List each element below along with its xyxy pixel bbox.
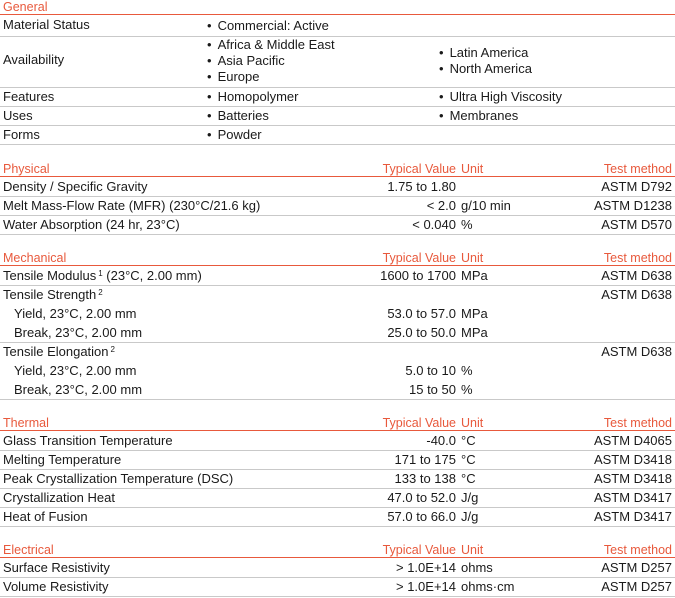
property-unit: %	[461, 363, 473, 378]
property-label: Yield, 23°C, 2.00 mm	[14, 363, 137, 378]
property-label: Density / Specific Gravity	[3, 179, 148, 194]
property-method: ASTM D638	[601, 287, 672, 302]
unit-header: Unit	[461, 543, 484, 557]
material-status-values	[207, 18, 329, 34]
property-value: < 2.0	[426, 198, 456, 213]
features-label: Features	[3, 89, 55, 104]
typical-value-header: Typical Value	[382, 543, 456, 557]
property-unit: g/10 min	[461, 198, 511, 213]
unit-header: Unit	[461, 162, 484, 176]
property-unit: °C	[461, 433, 476, 448]
availability-label: Availability	[3, 52, 65, 67]
property-label: Yield, 23°C, 2.00 mm	[14, 306, 137, 321]
property-value: 1600 to 1700	[380, 268, 456, 283]
list-item: • Batteries	[207, 108, 269, 124]
property-method: ASTM D3418	[593, 452, 672, 467]
section-title: General	[3, 0, 48, 14]
property-unit: °C	[461, 471, 476, 486]
divider	[0, 36, 675, 37]
unit-header: Unit	[461, 416, 484, 430]
property-value: 53.0 to 57.0	[387, 306, 456, 321]
forms-label: Forms	[3, 127, 40, 142]
property-unit: MPa	[461, 325, 488, 340]
footnote-marker: 2	[110, 345, 115, 354]
property-row	[0, 197, 675, 216]
property-unit: MPa	[461, 268, 488, 283]
property-method: ASTM D1238	[593, 198, 672, 213]
uses-label: Uses	[3, 108, 33, 123]
divider	[0, 144, 675, 145]
property-value: > 1.0E+14	[396, 560, 456, 575]
property-value: 25.0 to 50.0	[387, 325, 456, 340]
list-item: • North America	[439, 61, 532, 77]
property-value: > 1.0E+14	[396, 579, 456, 594]
typical-value-header: Typical Value	[382, 162, 456, 176]
property-method: ASTM D3418	[593, 471, 672, 486]
test-method-header: Test method	[603, 251, 672, 265]
label-text: Tensile Strength	[3, 287, 97, 302]
property-unit: ohms·cm	[461, 579, 515, 594]
property-row	[0, 381, 675, 400]
property-value: 133 to 138	[394, 471, 456, 486]
property-label: Melting Temperature	[3, 452, 122, 467]
typical-value-header: Typical Value	[382, 416, 456, 430]
list-item: • Membranes	[439, 108, 518, 124]
label-text: Tensile Modulus	[3, 268, 97, 283]
property-row	[0, 343, 675, 362]
divider	[0, 125, 675, 126]
test-method-header: Test method	[603, 416, 672, 430]
property-value: -40.0	[426, 433, 456, 448]
property-unit: J/g	[461, 490, 479, 505]
property-method: ASTM D4065	[593, 433, 672, 448]
property-method: ASTM D638	[601, 268, 672, 283]
property-row	[0, 470, 675, 489]
material-status-label: Material Status	[3, 17, 90, 32]
label-text: Tensile Elongation	[3, 344, 109, 359]
divider	[0, 87, 675, 88]
property-unit: ohms	[461, 560, 493, 575]
property-label: Glass Transition Temperature	[3, 433, 173, 448]
footnote-marker: 1	[98, 269, 103, 278]
list-item: • Powder	[207, 127, 262, 143]
property-label: Water Absorption (24 hr, 23°C)	[3, 217, 180, 232]
section-header-thermal	[0, 416, 675, 431]
property-unit: %	[461, 217, 473, 232]
section-header-mechanical	[0, 251, 675, 266]
typical-value-header: Typical Value	[382, 251, 456, 265]
list-item: • Ultra High Viscosity	[439, 89, 562, 105]
property-method: ASTM D257	[601, 560, 672, 575]
property-row	[0, 578, 675, 597]
property-row	[0, 559, 675, 578]
divider	[0, 106, 675, 107]
property-row	[0, 362, 675, 381]
features-col2	[439, 89, 562, 105]
property-label: Heat of Fusion	[3, 509, 88, 524]
availability-col2	[439, 45, 532, 77]
property-row	[0, 451, 675, 470]
list-item: • Homopolymer	[207, 89, 298, 105]
property-label	[3, 286, 103, 304]
unit-header: Unit	[461, 251, 484, 265]
section-title: Electrical	[3, 543, 54, 557]
property-value: 1.75 to 1.80	[387, 179, 456, 194]
property-label: Crystallization Heat	[3, 490, 115, 505]
list-item: • Europe	[207, 69, 335, 85]
property-method: ASTM D3417	[593, 490, 672, 505]
property-method: ASTM D792	[601, 179, 672, 194]
property-label: Peak Crystallization Temperature (DSC)	[3, 471, 234, 486]
property-label: Volume Resistivity	[3, 579, 109, 594]
property-row	[0, 305, 675, 324]
property-row	[0, 286, 675, 305]
test-method-header: Test method	[603, 543, 672, 557]
property-row	[0, 178, 675, 197]
section-header-general	[0, 0, 675, 15]
features-col1	[207, 89, 298, 105]
property-value: < 0.040	[412, 217, 456, 232]
property-method: ASTM D638	[601, 344, 672, 359]
property-label	[3, 343, 115, 361]
property-row	[0, 267, 675, 286]
property-method: ASTM D257	[601, 579, 672, 594]
property-row	[0, 508, 675, 527]
property-method: ASTM D3417	[593, 509, 672, 524]
property-label: Break, 23°C, 2.00 mm	[14, 325, 143, 340]
property-value: 5.0 to 10	[405, 363, 456, 378]
availability-col1	[207, 37, 335, 85]
property-unit: °C	[461, 452, 476, 467]
property-unit: %	[461, 382, 473, 397]
list-item: • Commercial: Active	[207, 18, 329, 34]
property-row	[0, 489, 675, 508]
section-title: Mechanical	[3, 251, 67, 265]
property-value: 171 to 175	[394, 452, 456, 467]
test-method-header: Test method	[603, 162, 672, 176]
footnote-marker: 2	[98, 288, 103, 297]
list-item: • Africa & Middle East	[207, 37, 335, 53]
section-title: Thermal	[3, 416, 49, 430]
property-label	[3, 267, 202, 285]
list-item: • Latin America	[439, 45, 532, 61]
property-label: Break, 23°C, 2.00 mm	[14, 382, 143, 397]
section-title: Physical	[3, 162, 50, 176]
property-value: 57.0 to 66.0	[387, 509, 456, 524]
property-value: 15 to 50	[409, 382, 456, 397]
section-header-physical	[0, 162, 675, 177]
forms-col1	[207, 127, 262, 143]
list-item: • Asia Pacific	[207, 53, 335, 69]
uses-col1	[207, 108, 269, 124]
label-suffix: (23°C, 2.00 mm)	[102, 268, 202, 283]
uses-col2	[439, 108, 518, 124]
property-value: 47.0 to 52.0	[387, 490, 456, 505]
section-header-electrical	[0, 543, 675, 558]
property-row	[0, 216, 675, 235]
property-unit: J/g	[461, 509, 479, 524]
property-unit: MPa	[461, 306, 488, 321]
property-label: Melt Mass-Flow Rate (MFR) (230°C/21.6 kg)	[3, 198, 261, 213]
property-method: ASTM D570	[601, 217, 672, 232]
property-row	[0, 432, 675, 451]
property-label: Surface Resistivity	[3, 560, 110, 575]
property-row	[0, 324, 675, 343]
